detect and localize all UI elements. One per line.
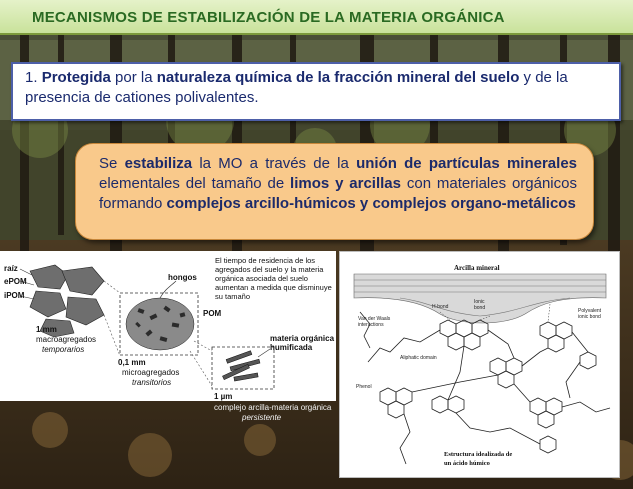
residence-note: El tiempo de residencia de los agregados del suelo y la materia orgánica asociada del suelo aumentan a medida que disminuye su tamaño [215,256,332,301]
legend-raiz: raíz [4,264,18,273]
macro-name: macroagregados [36,335,97,344]
stab-bold-2: unión de partículas minerales [356,155,578,172]
complex-name: complejo arcilla-materia orgánica [214,403,332,412]
complex-size: 1 µm [214,392,233,401]
label-pom: POM [203,309,222,318]
stab-bold-1: estabiliza [124,155,193,172]
macro-type: temporarios [42,345,85,354]
slide-title: MECANISMOS DE ESTABILIZACIÓN DE LA MATERIA ORGÁNICA [32,9,505,26]
humic-network [360,312,610,464]
macro-size: 1 mm [36,325,57,334]
point-1-text-b: y de la presencia de cationes polivalentes. [25,69,568,106]
stab-text-4: con materiales orgánicos formando [99,175,577,212]
stab-text-3: elementales del tamaño de [99,175,291,192]
micro-name: microagregados [122,368,180,377]
humic-acid-figure [339,251,620,478]
stab-bold-4: complejos arcillo-húmicos y complejos organo-metálicos [166,195,576,212]
aliphatic-label: Aliphatic domain [400,355,437,361]
title-bar [0,0,633,35]
polyvalent-label: Polyvalent ionic bond [578,308,602,320]
humic-acid-diagram [340,252,621,479]
phenol-label: Phenol [356,384,372,390]
stabilization-box [75,143,594,240]
caption-line-2: un ácido húmico [444,460,490,467]
point-1-box [11,62,621,121]
stab-text-2: la MO a través de la [192,155,357,172]
label-materia-2: humificada [270,343,313,352]
point-1-number: 1. [25,69,38,86]
ionic-bond-label: Ionic bond [474,299,486,311]
point-1-keyword: Protegida [41,69,111,86]
arcilla-mineral-label: Arcilla mineral [454,264,500,272]
aggregate-figure [0,251,336,401]
clay-complex-shape [222,351,260,381]
legend-ipom: iPOM [4,291,25,300]
stab-text-1: Se [99,155,125,172]
point-1-emphasis: naturaleza química de la fracción mineral del suelo [156,69,520,86]
stab-bold-3: limos y arcillas [290,175,401,192]
legend-epom: ePOM [4,277,27,286]
caption-line-1: Estructura idealizada de [444,451,513,458]
label-materia-1: materia orgánica [270,334,335,343]
van-der-waals-label: Van der Waals interactions [358,316,391,328]
micro-type: transitorios [132,378,172,387]
micro-size: 0,1 mm [118,358,146,367]
label-hongos: hongos [168,273,197,282]
complex-type: persistente [242,413,282,422]
h-bond-label: H-bond [432,304,449,310]
point-1-text-a: por la [110,69,157,86]
